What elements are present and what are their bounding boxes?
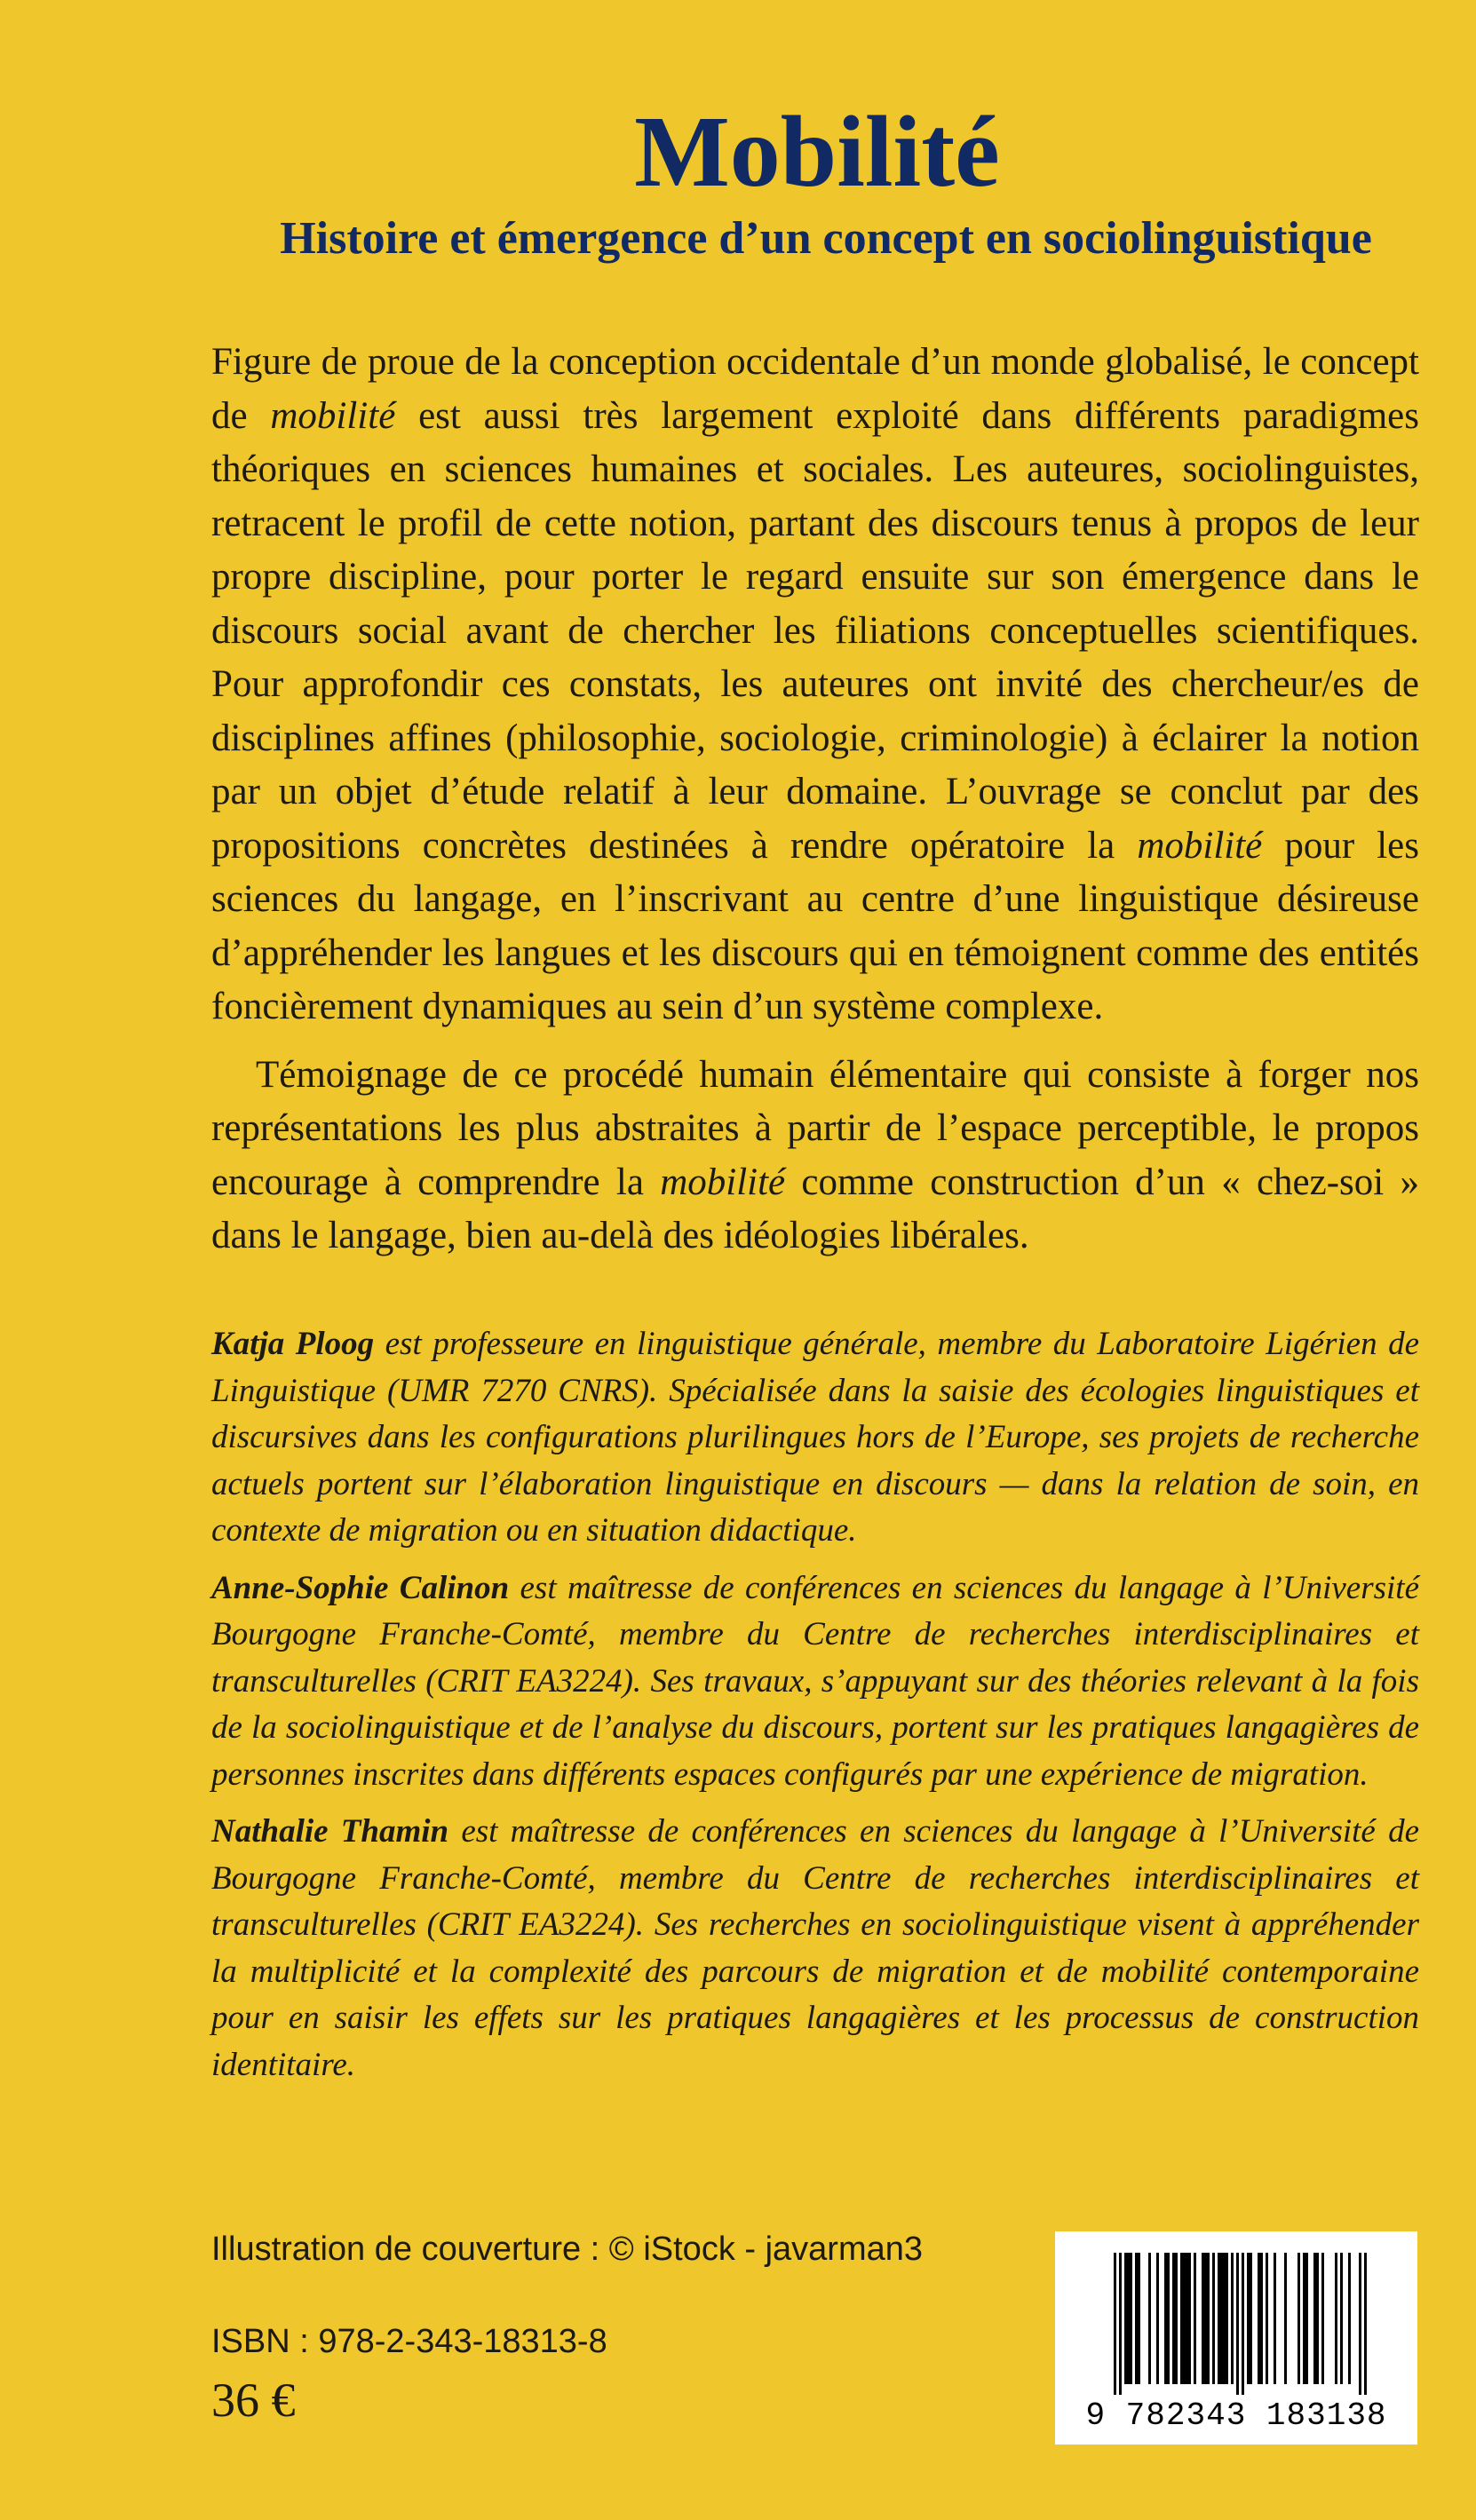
- barcode-bar: [1124, 2253, 1127, 2384]
- barcode-bar: [1364, 2253, 1367, 2395]
- barcode-bar: [1335, 2253, 1337, 2384]
- abstract: [211, 336, 1419, 1264]
- barcode-bar: [1348, 2253, 1351, 2384]
- barcode-bars: [1055, 2231, 1417, 2400]
- author-name: Katja Ploog: [211, 1326, 375, 1362]
- barcode-bar: [1316, 2253, 1319, 2384]
- barcode-bar: [1247, 2253, 1250, 2384]
- barcode-bar: [1172, 2253, 1175, 2384]
- barcode-bar: [1250, 2253, 1252, 2384]
- barcode-bar: [1183, 2253, 1186, 2384]
- author-bio: [211, 1321, 1419, 1555]
- text-run: pour les sciences du langage, en l’inscrivant au centre d’une linguistique désireuse d’appréhender les langues et les discours qui en témoignent comme des entités foncièrement dynamiques au sein d’un système complexe.: [211, 824, 1419, 1027]
- barcode-bar: [1127, 2253, 1130, 2384]
- barcode-bar: [1164, 2253, 1167, 2384]
- barcode-bar: [1130, 2253, 1132, 2384]
- emphasis: mobilité: [660, 1161, 786, 1203]
- barcode-bar: [1242, 2253, 1244, 2395]
- barcode-bar: [1266, 2253, 1268, 2384]
- text-run: Témoignage de ce procédé humain élémentaire qui consiste à forger nos représentations les plus abstraites à partir de l’espace perceptible, le propos encourage à comprendre la: [211, 1053, 1419, 1203]
- barcode-bar: [1135, 2253, 1138, 2384]
- barcode-bar: [1188, 2253, 1191, 2384]
- author-name: Anne-Sophie Calinon: [211, 1569, 510, 1606]
- barcode-bar: [1180, 2253, 1183, 2384]
- book-title: Mobilité: [634, 95, 1000, 208]
- barcode-bar: [1114, 2253, 1116, 2395]
- text-run: comme construction d’un « chez-soi » dans le langage, bien au-delà des idéologies libérales.: [211, 1161, 1419, 1256]
- barcode-bar: [1218, 2253, 1220, 2384]
- barcode-bar: [1258, 2253, 1260, 2384]
- barcode-bar: [1359, 2253, 1361, 2395]
- author-bio: [211, 1565, 1419, 1799]
- emphasis: mobilité: [1137, 824, 1263, 867]
- barcode-bar: [1175, 2253, 1178, 2384]
- barcode-digits: 9 782343 183138: [1085, 2397, 1387, 2434]
- barcode-bar: [1202, 2253, 1204, 2384]
- barcode-bar: [1119, 2253, 1122, 2395]
- barcode-bar: [1223, 2253, 1226, 2384]
- barcode-bar: [1297, 2253, 1300, 2384]
- abstract-paragraph-2: [211, 1049, 1419, 1264]
- barcode-bar: [1138, 2253, 1140, 2384]
- barcode-bar: [1313, 2253, 1316, 2384]
- barcode-bar: [1220, 2253, 1223, 2384]
- price: 36 €: [211, 2373, 296, 2427]
- author-bio: [211, 1809, 1419, 2088]
- barcode-bar: [1231, 2253, 1234, 2384]
- barcode-bar: [1284, 2253, 1287, 2384]
- barcode-bar: [1167, 2253, 1170, 2384]
- author-name: Nathalie Thamin: [211, 1813, 449, 1850]
- barcode-bar: [1212, 2253, 1215, 2384]
- barcode-bar: [1186, 2253, 1188, 2384]
- barcode-bar: [1274, 2253, 1276, 2384]
- author-bios: [211, 1321, 1419, 2099]
- abstract-paragraph-1: [211, 336, 1419, 1034]
- text-run: Figure de proue de la conception occidentale d’un monde globalisé, le concept de: [211, 341, 1419, 437]
- barcode-bar: [1305, 2253, 1308, 2384]
- barcode-bar: [1156, 2253, 1159, 2384]
- emphasis: mobilité: [270, 394, 396, 437]
- text-run: est aussi très largement exploité dans différents paradigmes théoriques en sciences humaines et sociales. Les auteures, sociolinguistes, retracent le profil de cette notion, partant des discours tenus à propos de leur propre discipline, pour porter le regard ensuite sur son émergence dans le discours social avant de chercher les filiations conceptuelles scientifiques. Pour approfondir ces constats, les auteures ont invité des chercheur/es de disciplines affines (philosophie, sociologie, criminologie) à éclairer la notion par un objet d’étude relatif à leur domaine. L’ouvrage se conclut par des propositions concrètes destinées à rendre opératoire la: [211, 394, 1419, 867]
- barcode-bar: [1207, 2253, 1210, 2384]
- barcode-bar: [1236, 2253, 1239, 2395]
- author-bio-text: est professeure en linguistique générale, membre du Laboratoire Ligérien de Linguistique (UMR 7270 CNRS). Spécialisée dans la saisie des écologies linguistiques et discursives dans les configurations plurilingues hors de l’Europe, ses projets de recherche actuels portent sur l’élaboration linguistique en discours — dans la relation de soin, en contexte de migration ou en situation didactique.: [211, 1326, 1420, 1549]
- book-subtitle: Histoire et émergence d’un concept en sociolinguistique: [280, 213, 1372, 264]
- barcode-bar: [1340, 2253, 1343, 2384]
- barcode-bar: [1226, 2253, 1228, 2384]
- isbn: ISBN : 978-2-343-18313-8: [211, 2323, 607, 2360]
- barcode-bar: [1204, 2253, 1207, 2384]
- barcode-bar: [1260, 2253, 1263, 2384]
- barcode-bar: [1194, 2253, 1196, 2384]
- author-bio-text: est maîtresse de conférences en sciences du langage à l’Université Bourgogne Franche-Comté, membre du Centre de recherches interdisciplinaires et transculturelles (CRIT EA3224). Ses travaux, s’appuyant sur des théories relevant à la fois de la sociolinguistique et de l’analyse du discours, portent sur les pratiques langagières de personnes inscrites dans différents espaces configurés par une expérience de migration.: [211, 1569, 1419, 1793]
- author-bio-text: est maîtresse de conférences en sciences du langage à l’Université de Bourgogne Franche-Comté, membre du Centre de recherches interdisciplinaires et transculturelles (CRIT EA3224). Ses recherches en sociolinguistique visent à appréhender la multiplicité et la complexité des parcours de migration et de mobilité contemporaine pour en saisir les effets sur les pratiques langagières et les processus de construction identitaire.: [211, 1813, 1419, 2083]
- barcode-bar: [1148, 2253, 1151, 2384]
- cover-illustration-credit: Illustration de couverture : © iStock - javarman3: [211, 2231, 924, 2268]
- barcode-bar: [1321, 2253, 1324, 2384]
- barcode: [1055, 2231, 1417, 2445]
- barcode-bar: [1303, 2253, 1305, 2384]
